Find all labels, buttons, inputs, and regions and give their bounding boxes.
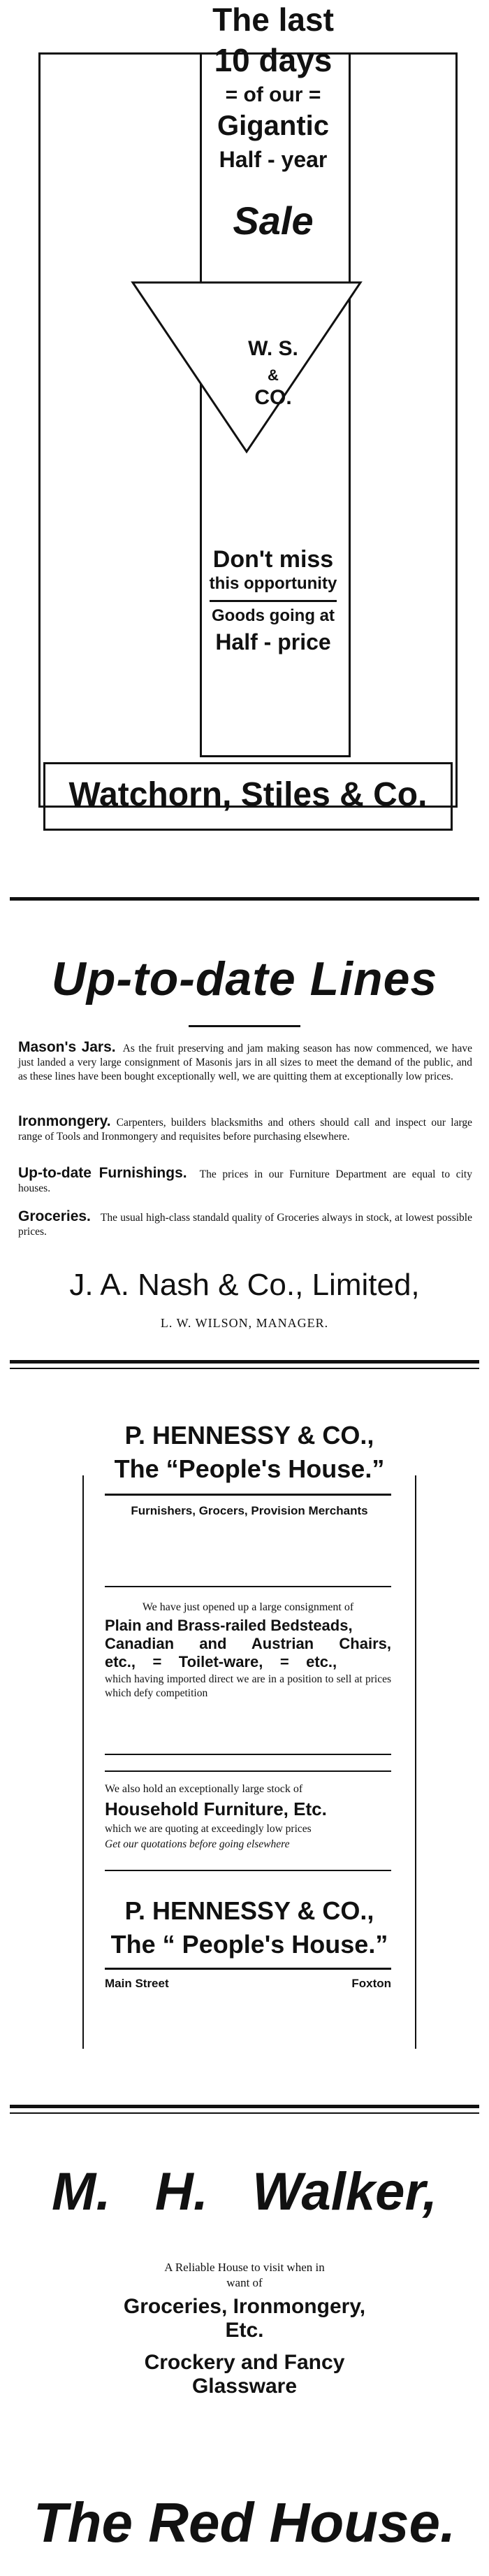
ad1-footer-box xyxy=(43,762,453,831)
ad3-stock-intro: We also hold an exceptionally large stock of xyxy=(105,1783,303,1795)
ad3-street: Main Street xyxy=(105,1977,169,1990)
ad3-peoples-house-2: The “ People's House.” xyxy=(110,1930,388,1959)
ad1-opportunity: this opportunity xyxy=(209,574,337,593)
ad2-furn-text: The prices in our Furniture Department are equal to city houses. xyxy=(18,1168,472,1194)
ad3-household-furniture: Household Furniture, Etc. xyxy=(105,1798,327,1819)
ad1-triangle-co: CO. xyxy=(254,386,292,409)
ad1-headline-the-last: The last xyxy=(212,1,334,38)
section-rule xyxy=(10,897,479,901)
ad2-ironmongery xyxy=(18,1115,472,1144)
ad1-goods-going: Goods going at xyxy=(212,606,335,625)
ad2-groceries xyxy=(18,1210,472,1239)
ad2-masons-heading: Mason's Jars. xyxy=(18,1039,116,1055)
ad3-town: Foxton xyxy=(351,1977,391,1990)
ad2-furnishings xyxy=(18,1166,472,1196)
ad4-name: M. H. Walker, xyxy=(52,2162,437,2221)
section-rule xyxy=(10,1360,479,1364)
ad2-manager: L. W. WILSON, MANAGER. xyxy=(160,1316,329,1330)
section-rule xyxy=(10,2105,479,2108)
ad2-iron-text: Carpenters, builders blacksmiths and others should call and inspect our large range of Tools and Ironmongery and requisites before purchasing elsewhere. xyxy=(18,1117,472,1143)
ad1-triangle-amp: & xyxy=(268,366,279,384)
ad2-furn-heading: Up-to-date Furnishings. xyxy=(18,1165,187,1181)
ad3-offer-intro: We have just opened up a large consignment of xyxy=(142,1601,354,1613)
ad1-headline-10-days: 10 days xyxy=(214,42,333,78)
ad2-company-name: J. A. Nash & Co., Limited, xyxy=(69,1268,420,1302)
ad3-peoples-house: The “People's House.” xyxy=(114,1454,385,1483)
ad3-toiletware: etc., = Toilet-ware, = etc., xyxy=(105,1653,337,1670)
ad3-company-name: P. HENNESSY & CO., xyxy=(124,1421,374,1450)
ad3-quotation-note: Get our quotations before going elsewhere xyxy=(105,1838,290,1850)
ad1-headline-half-year: Half - year xyxy=(219,147,328,172)
ad2-masons-jars xyxy=(18,1040,472,1084)
ad1-divider xyxy=(210,600,337,602)
ad1-sale: Sale xyxy=(233,199,314,243)
ad3-frame xyxy=(82,1475,416,2049)
ad3-offer-tail: which having imported direct we are in a position to sell at prices which defy competition xyxy=(105,1673,391,1699)
ad2-title-underline xyxy=(189,1025,300,1027)
ad4-crockery: Crockery and Fancy xyxy=(144,2351,345,2374)
ad3-trades: Furnishers, Grocers, Provision Merchants xyxy=(131,1504,368,1517)
ad3-header-rule xyxy=(105,1494,391,1496)
ad4-groceries: Groceries, Ironmongery, xyxy=(123,2295,366,2318)
ad1-triangle-ws: W. S. xyxy=(248,337,298,360)
ad1-half-price: Half - price xyxy=(215,629,331,654)
ad3-footer-rule xyxy=(105,1968,391,1970)
ad1-headline-of-our: = of our = xyxy=(225,83,321,106)
ad2-title: Up-to-date Lines xyxy=(51,952,438,1006)
ad3-company-name-2: P. HENNESSY & CO., xyxy=(124,1896,374,1925)
section-rule-thin xyxy=(10,1368,479,1369)
ad4-slogan: The Red House. xyxy=(33,2491,456,2554)
section-rule-thin xyxy=(10,2112,479,2114)
ad4-intro: A Reliable House to visit when in want of xyxy=(164,2261,325,2289)
ad1-company-name: Watchorn, Stiles & Co. xyxy=(68,776,428,813)
ad2-masons-text: As the fruit preserving and jam making season has now commenced, we have just landed a very large consignment of Masonis jars in all sizes to meet the demand of the public, and as these lines have been bought exceptionally well, we are quitting them at exceptionally low prices. xyxy=(18,1043,472,1082)
ad4-etc: Etc. xyxy=(225,2319,264,2342)
ad1-dont-miss: Don't miss xyxy=(212,546,334,573)
ad2-groc-heading: Groceries. xyxy=(18,1208,91,1224)
ad1-headline-gigantic: Gigantic xyxy=(217,110,330,141)
ad4-glassware: Glassware xyxy=(191,2375,298,2398)
ad3-bedsteads: Plain and Brass-railed Bedsteads, xyxy=(105,1617,353,1634)
ad3-chairs: Canadian and Austrian Chairs, xyxy=(105,1635,391,1652)
ad3-stock-tail: which we are quoting at exceedingly low prices xyxy=(105,1823,312,1835)
ad2-groc-text: The usual high-class standald quality of Groceries always in stock, at lowest possible prices. xyxy=(18,1212,472,1238)
ad2-iron-heading: Ironmongery. xyxy=(18,1113,111,1129)
